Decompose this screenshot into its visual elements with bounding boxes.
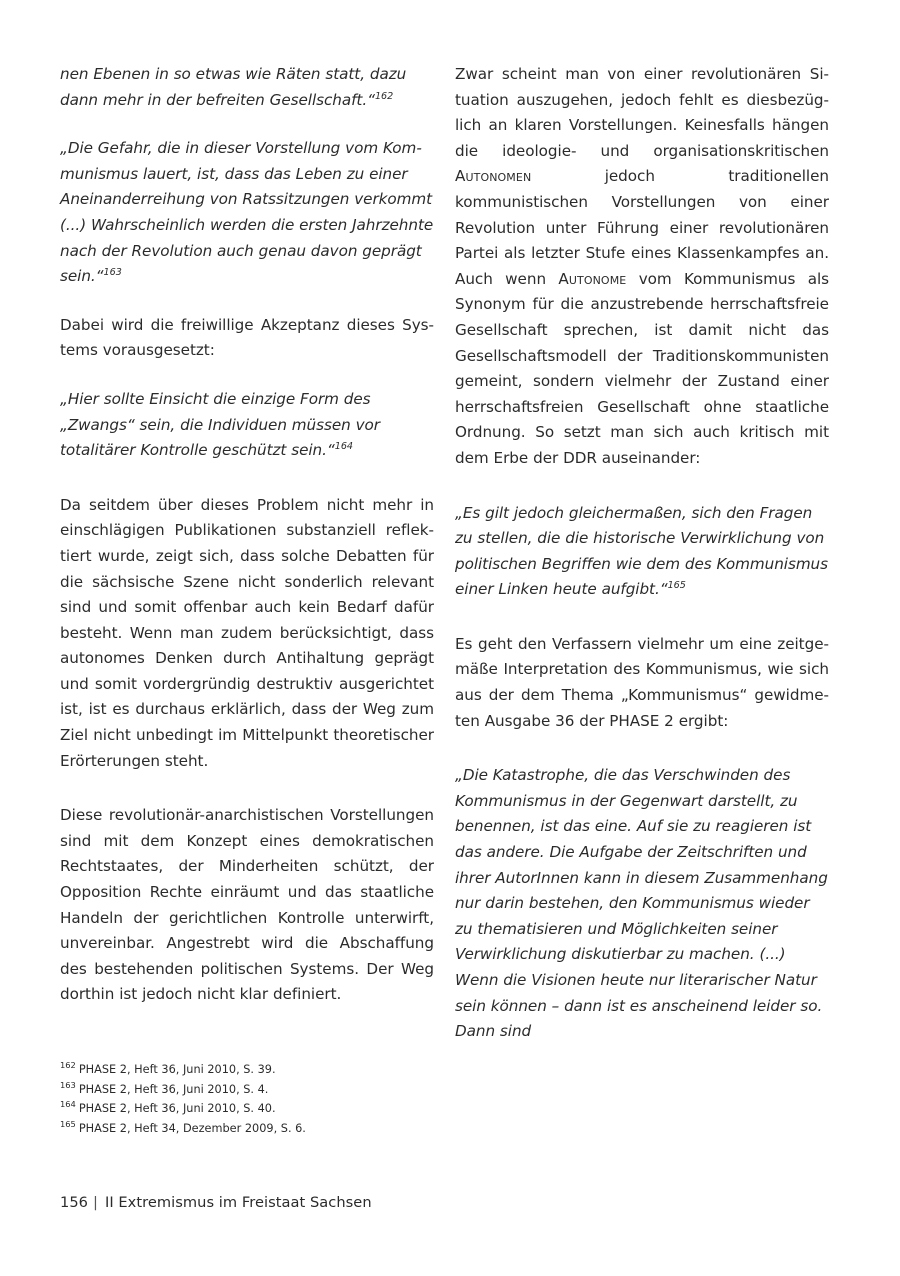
paragraph-text: Da seitdem über dieses Problem nicht mehr in einschlägigen Publikationen substanziell reflektiert wurde, zeigt sich, dass solche Debatten für die sächsische Szene nicht sonderlich relevant sind und somit offenbar auch kein Bedarf dafür besteht. Wenn man zudem berücksichtigt, dass autonomes Denken durch Antihaltung geprägt und somit vordergründig destruktiv ausgerichtet ist, ist es durchaus erklärlich, dass der Weg zum Ziel nicht unbedingt im Mittelpunkt theoretischer Erörterungen steht. (60, 495, 434, 770)
paragraph-text-part-2: jedoch traditionellen kommunistischen Vorstellungen von einer Revolution unter Führung einer revolutionären Partei als letzter Stufe eines Klassenkampfes an. Auch wenn (455, 167, 829, 288)
smallcaps-autonome: Autonome (558, 269, 627, 288)
paragraph-text: nen Ebenen in so etwas wie Räten statt, dazu dann mehr in der befreiten Gesellschaft.“ (60, 65, 407, 109)
paragraph-quote-hier-sollte (60, 387, 434, 464)
paragraph-quote-es-gilt (455, 501, 829, 603)
right-column (455, 62, 830, 1041)
footnote-number: 162 (60, 1060, 76, 1071)
footnote-text: PHASE 2, Heft 36, Juni 2010, S. 4. (78, 1082, 269, 1096)
footnote-item (60, 1099, 560, 1119)
paragraph-quote-gefahr (60, 136, 434, 290)
paragraph-dabei-wird (60, 313, 434, 364)
paragraph-text: „Hier sollte Einsicht die einzige Form des „Zwangs“ sein, die Individuen müssen vor totalitärer Kontrolle geschützt sein.“ (60, 389, 380, 460)
footnote-ref-165: 165 (667, 580, 686, 592)
footnote-ref-162: 162 (374, 90, 394, 102)
paragraph-text: Diese revolutionär-anarchistischen Vorstellungen sind mit dem Konzept eines demokratischen Rechtstaates, der Minderheiten schützt, der Opposition Rechte einräumt und das staatliche Handeln der gerichtlichen Kontrolle unterwirft, unvereinbar. Angestrebt wird die Abschaffung des bestehenden politischen Systems. Der Weg dorthin ist jedoch nicht klar definiert. (60, 806, 434, 1004)
left-column (60, 62, 434, 1022)
paragraph-text: „Die Gefahr, die in dieser Vorstellung vom Kommunismus lauert, ist, dass das Leben zu einer Aneinanderreihung von Ratssitzungen verkommt (...) Wahrscheinlich werden die ersten Jahrzehnte nach der Revolution auch genau davon geprägt sein.“ (60, 139, 434, 286)
paragraph-diese-revolutionaer (60, 803, 434, 1008)
page-footer (60, 1192, 372, 1214)
paragraph-text: „Es gilt jedoch gleichermaßen, sich den Fragen zu stellen, die die historische Verwirklichung von politischen Begriffen wie dem des Kommunismus einer Linken heute aufgibt.“ (455, 503, 828, 599)
footnote-number: 165 (60, 1119, 76, 1130)
page-number: 156 (60, 1194, 89, 1211)
footnote-number: 163 (60, 1079, 76, 1090)
footnote-item (60, 1119, 560, 1139)
footnote-ref-164: 164 (334, 441, 354, 453)
footer-section-title: II Extremismus im Freistaat Sachsen (104, 1194, 372, 1211)
paragraph-text: Dabei wird die freiwillige Akzeptanz dieses Systems vorausgesetzt: (60, 315, 434, 360)
footnote-item (60, 1080, 560, 1100)
footnote-text: PHASE 2, Heft 34, Dezember 2009, S. 6. (78, 1121, 306, 1135)
footnotes-block (60, 1060, 560, 1138)
paragraph-text: „Die Katastrophe, die das Verschwinden des Kommunismus in der Gegenwart darstellt, zu benennen, ist das eine. Auf sie zu reagieren ist das andere. Die Aufgabe der Zeitschriften und ihrer AutorInnen kann in diesem Zusammenhang nur darin bestehen, den Kommunismus wieder zu thematisieren und Möglichkeiten seiner Verwirklichung diskutierbar zu machen. (...) Wenn die Visionen heute nur literarischer Natur sein können – dann ist es anscheinend leider so. Dann sind (455, 766, 828, 1041)
paragraph-text-part-1: Zwar scheint man von einer revolutionären Situation auszugehen, jedoch fehlt es diesbezüglich an klaren Vorstellungen. Keinesfalls hängen die ideologie- und organisationskritischen (455, 65, 829, 160)
smallcaps-autonomen: Autonomen (455, 167, 532, 186)
footnote-ref-163: 163 (103, 267, 122, 279)
footnote-number: 164 (60, 1099, 76, 1110)
footer-separator: | (93, 1194, 98, 1211)
footnote-text: PHASE 2, Heft 36, Juni 2010, S. 40. (78, 1102, 276, 1116)
footnote-item (60, 1060, 560, 1080)
paragraph-continuation-quote (60, 62, 434, 113)
footnote-text: PHASE 2, Heft 36, Juni 2010, S. 39. (78, 1063, 276, 1076)
paragraph-es-geht-den-verfassern (455, 632, 829, 734)
paragraph-zwar-scheint (455, 62, 829, 472)
two-column-body (60, 62, 840, 1041)
paragraph-da-seitdem (60, 493, 434, 775)
paragraph-text: Es geht den Verfassern vielmehr um eine zeitgemäße Interpretation des Kommunismus, wie sich aus der dem Thema „Kommunismus“ gewidmeten Ausgabe 36 der PHASE 2 ergibt: (455, 634, 829, 730)
paragraph-text-part-3: vom Kommunismus als Synonym für die anzustrebende herrschaftsfreie Gesellschaft sprechen, ist damit nicht das Gesellschaftsmodell der Traditionskommunisten gemeint, sondern vielmehr der Zustand einer herrschaftsfreien Gesellschaft ohne staatliche Ordnung. So setzt man sich auch kritisch mit dem Erbe der DDR auseinander: (455, 269, 830, 467)
paragraph-quote-die-katastrophe (455, 763, 829, 1045)
